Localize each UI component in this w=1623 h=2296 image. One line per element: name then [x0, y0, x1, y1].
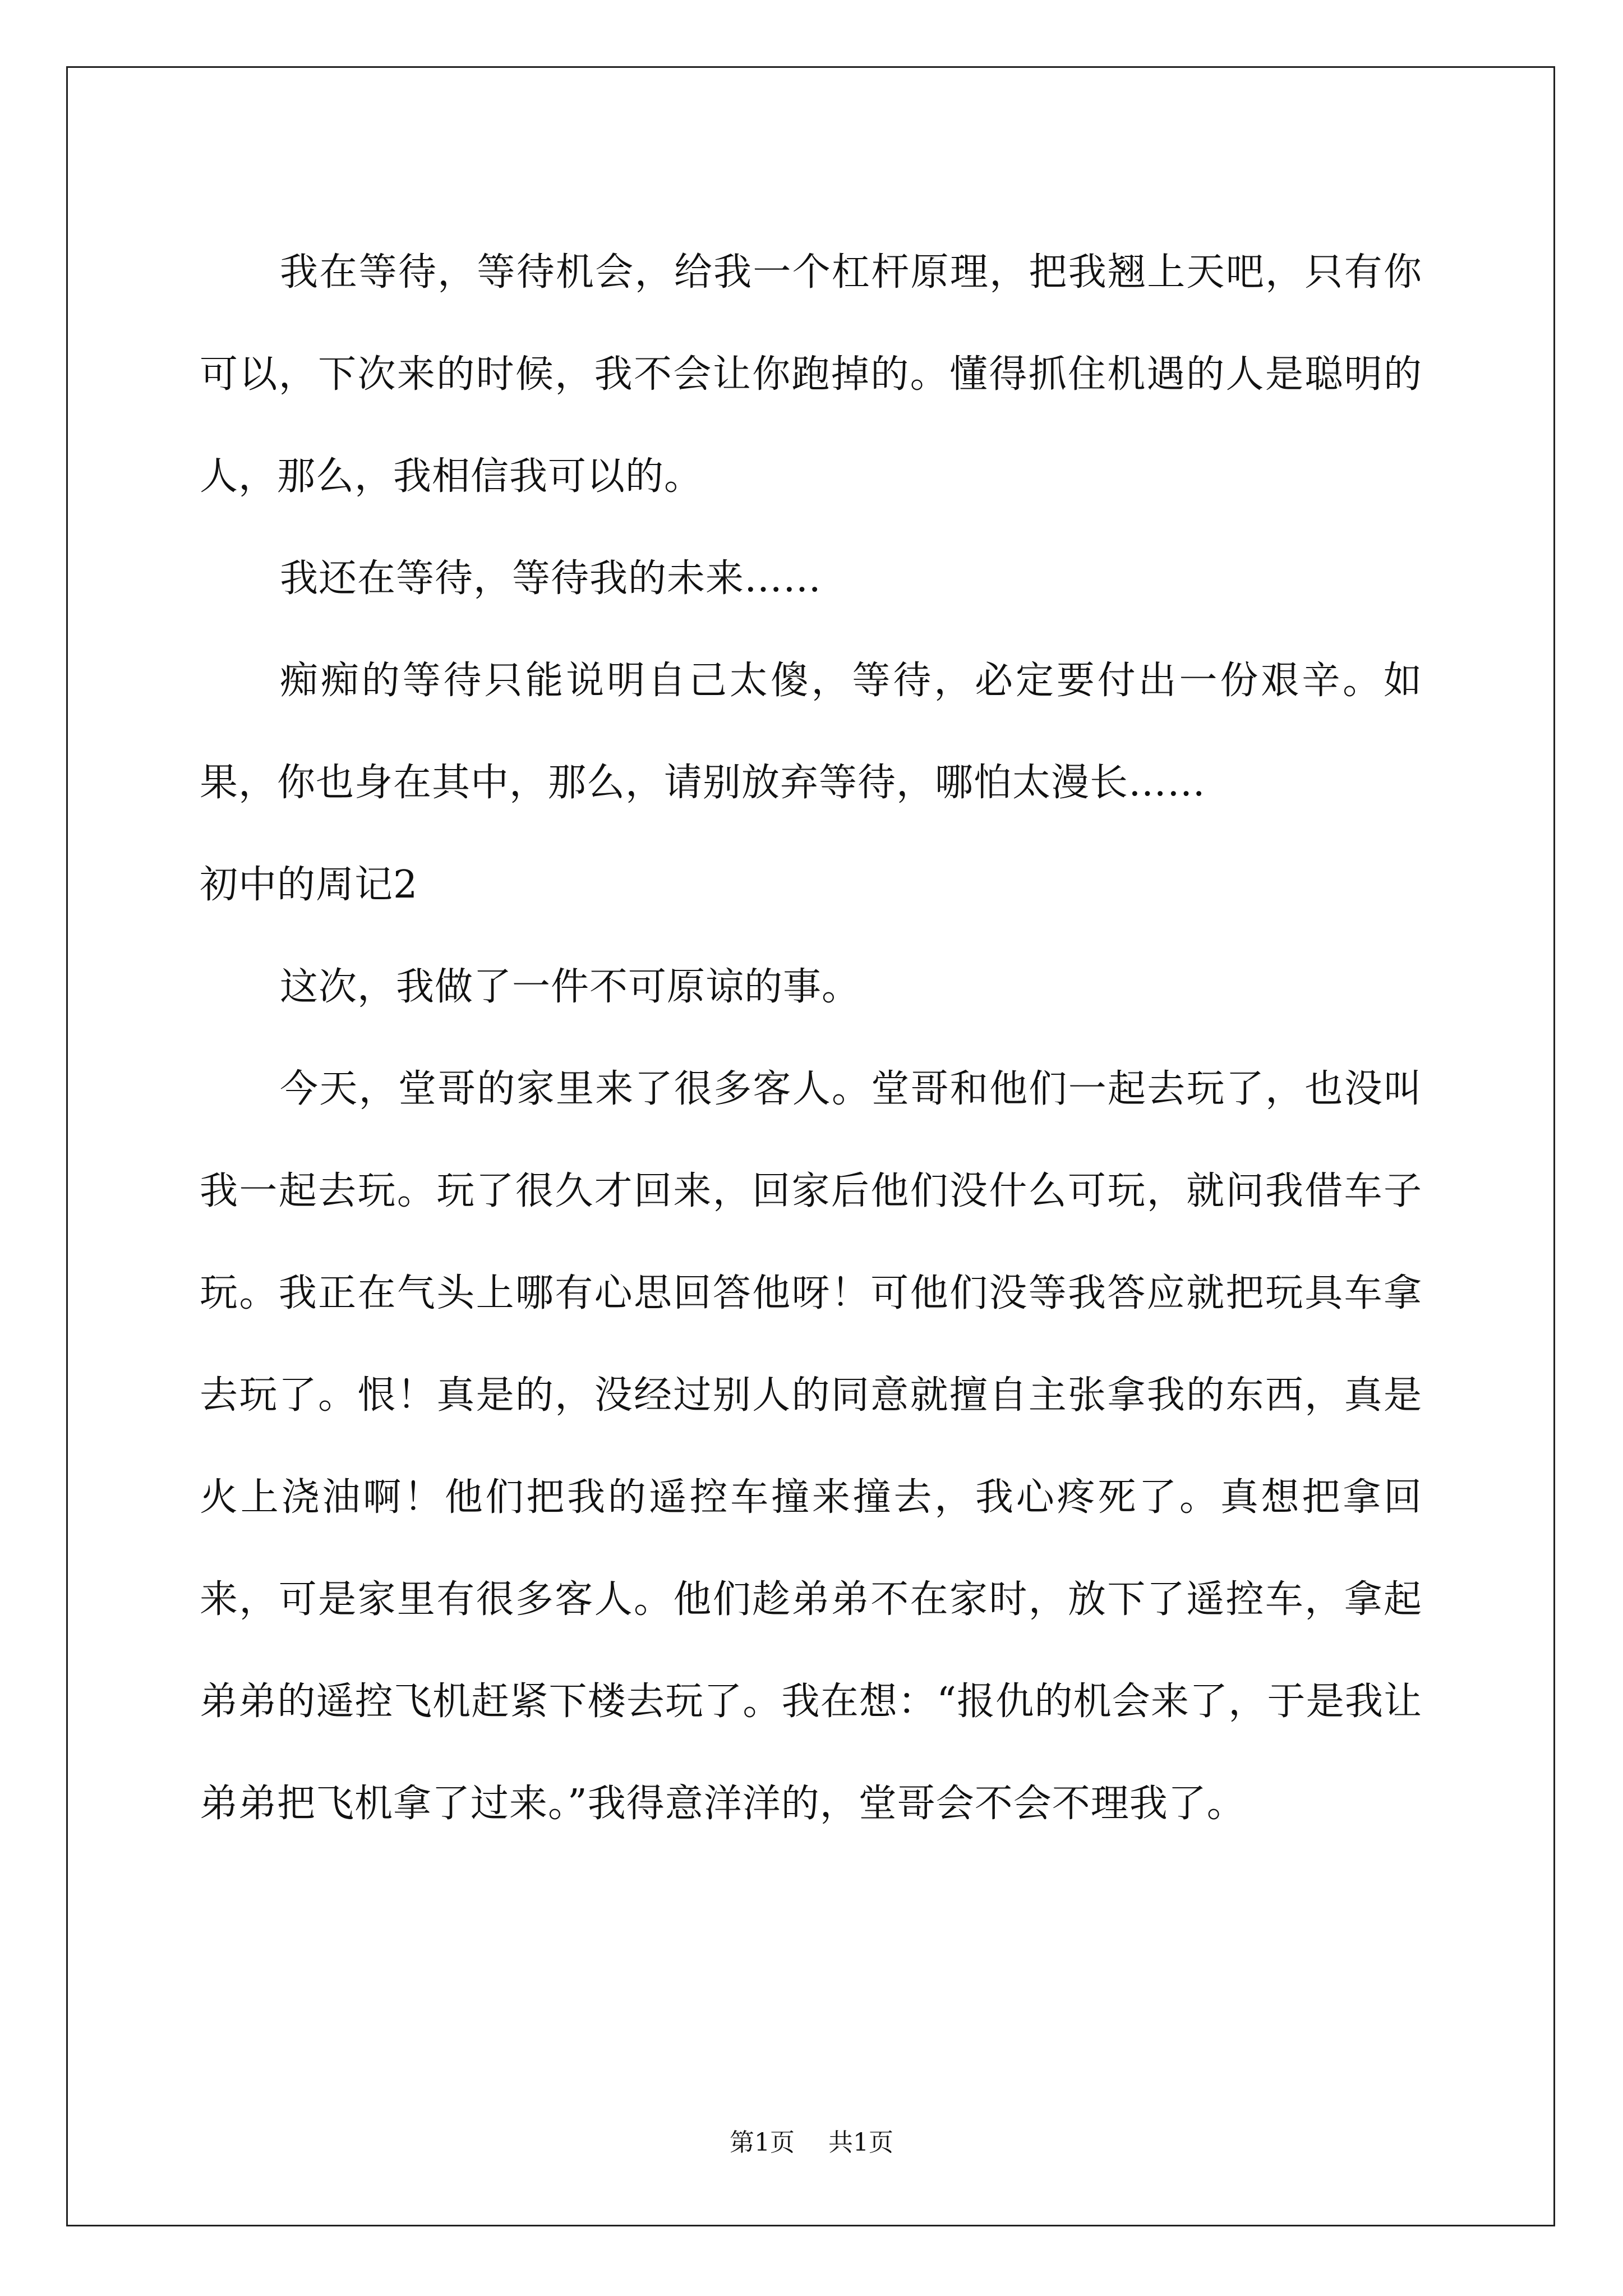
- paragraph-2: 我还在等待，等待我的未来……: [280, 556, 822, 601]
- paragraph-4: 这次，我做了一件不可原谅的事。: [280, 965, 861, 1009]
- paragraph-3: 痴痴的等待只能说明自己太傻，等待，必定要付出一份艰辛。如果，你也身在其中，那么，请别放弃等待，哪怕太漫长……: [200, 659, 1422, 805]
- page-footer: [0, 2126, 1623, 2160]
- page-total: 共1页: [828, 2128, 893, 2157]
- page-number: 第1页: [730, 2128, 795, 2157]
- paragraph-5: 今天，堂哥的家里来了很多客人。堂哥和他们一起去玩了，也没叫我一起去玩。玩了很久才回来，回家后他们没什么可玩，就问我借车子玩。我正在气头上哪有心思回答他呀！可他们没等我答应就把玩具车拿去玩了。恨！真是的，没经过别人的同意就擅自主张拿我的东西，真是火上浇油啊！他们把我的遥控车撞来撞去，我心疼死了。真想把拿回来，可是家里有很多客人。他们趁弟弟不在家时，放下了遥控车，拿起弟弟的遥控飞机赶紧下楼去玩了。我在想：“报仇的机会来了，于是我让弟弟把飞机拿了过来。”我得意洋洋的，堂哥会不会不理我了。: [200, 1067, 1422, 1826]
- section-heading: 初中的周记2: [200, 863, 418, 907]
- paragraph-1: 我在等待，等待机会，给我一个杠杆原理，把我翘上天吧，只有你可以，下次来的时候，我不会让你跑掉的。懂得抓住机遇的人是聪明的人，那么，我相信我可以的。: [200, 250, 1422, 499]
- document-body: [200, 222, 1422, 1855]
